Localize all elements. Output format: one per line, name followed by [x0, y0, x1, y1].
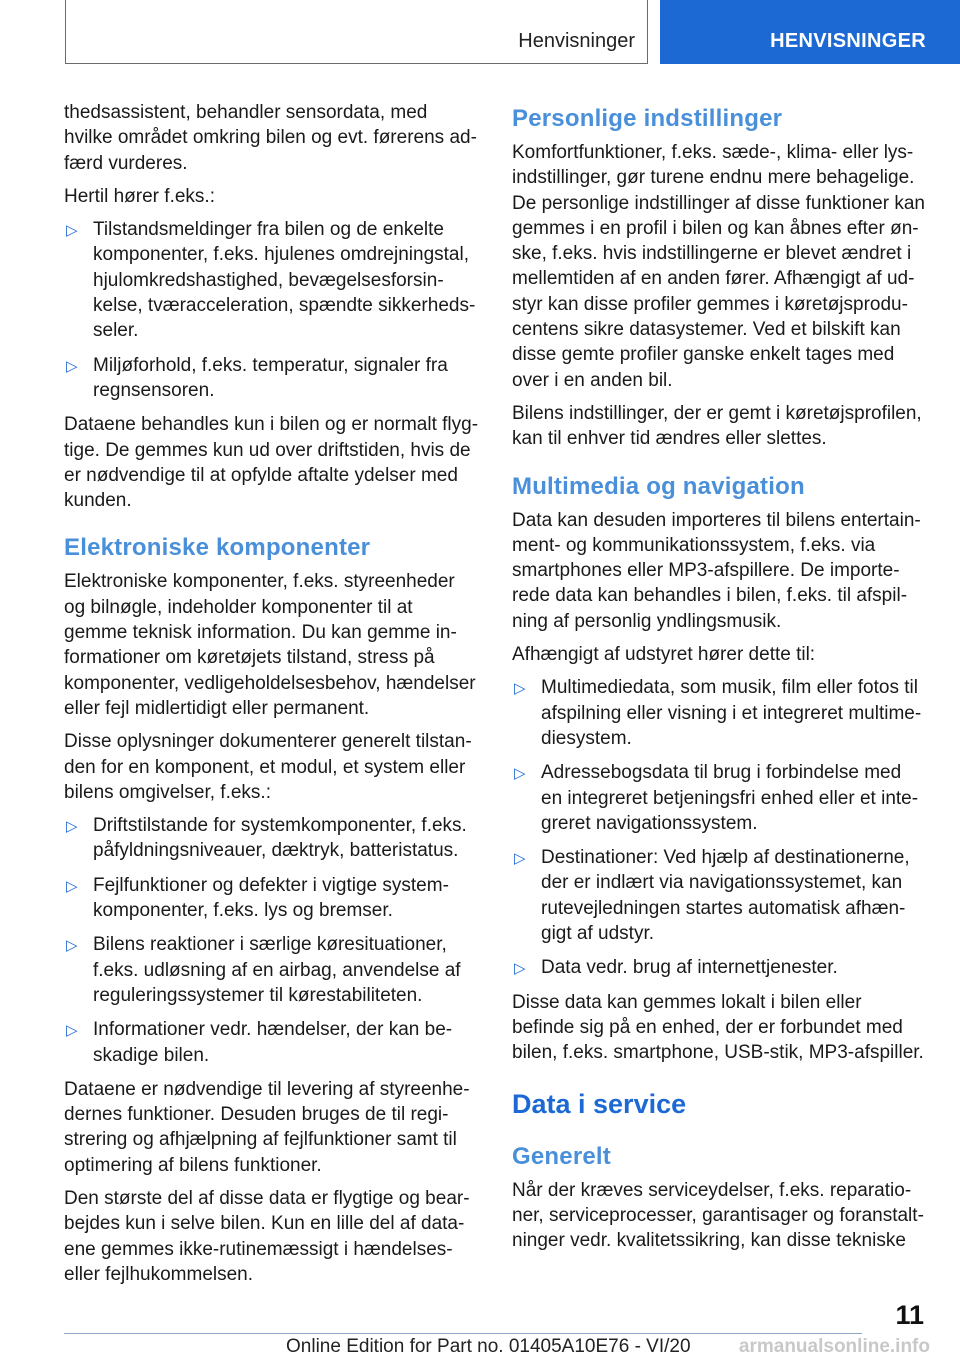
paragraph: Hertil hører f.eks.: — [64, 185, 215, 207]
left-column — [64, 100, 479, 1295]
right-column — [512, 100, 927, 1261]
triangle-bullet-icon: ▷ — [66, 818, 78, 836]
list-item — [64, 873, 479, 924]
paragraph: Elektroniske komponenter, f.eks. styreenheder og bilnøgle, indeholder komponenter til at gemme teknisk information. Du kan gemme informationer om køretøjets tilstand, stress på komponenter, vedligeholdelsesbehov, hændelser eller fejl midlertidigt eller permanent. — [64, 571, 476, 719]
list-item-text: Driftstilstande for systemkomponenter, f.eks. påfyldningsniveauer, dæktryk, batteristatus. — [93, 815, 467, 862]
list-item — [64, 813, 479, 864]
list-item — [64, 1017, 479, 1068]
paragraph: Afhængigt af udstyret hører dette til: — [512, 644, 816, 666]
header-section-box — [65, 0, 648, 64]
page-number: 11 — [895, 1300, 924, 1330]
list-item-text: Tilstandsmeldinger fra bilen og de enkelte komponenter, f.eks. hjulenes omdrejningstal, hjulomkredshastighed, bevægelsesforsinkelse, tværacceleration, spændte sikkerhedsseler. — [93, 219, 476, 342]
paragraph: Disse oplysninger dokumenterer generelt tilstanden for en komponent, et modul, et system eller bilens omgivelser, f.eks.: — [64, 731, 472, 803]
list-item — [512, 675, 927, 751]
list-item-text: Bilens reaktioner i særlige køresituationer, f.eks. udløsning af en airbag, anvendelse af reguleringssystemer til kørestabiliteten. — [93, 934, 461, 1006]
list-item — [64, 217, 479, 343]
list-item-text: Informationer vedr. hændelser, der kan beskadige bilen. — [93, 1019, 453, 1066]
triangle-bullet-icon: ▷ — [66, 877, 78, 895]
header-section-title: Henvisninger — [518, 30, 635, 52]
list-item — [64, 353, 479, 404]
triangle-bullet-icon: ▷ — [514, 960, 526, 978]
paragraph: Bilens indstillinger, der er gemt i køretøjsprofilen, kan til enhver tid ændres eller slettes. — [512, 402, 922, 450]
section-heading: Multimedia og navigation — [512, 472, 805, 500]
triangle-bullet-icon: ▷ — [514, 765, 526, 783]
section-heading: Personlige indstillinger — [512, 105, 783, 132]
triangle-bullet-icon: ▷ — [514, 680, 526, 698]
paragraph: Den største del af disse data er flygtige og bearbejdes kun i selve bilen. Kun en lille del af dataene gemmes ikke-rutinemæssigt i hændelses- eller fejlhukommelsen. — [64, 1187, 470, 1285]
list-item — [512, 955, 927, 980]
triangle-bullet-icon: ▷ — [66, 937, 78, 955]
list-item-text: Destinationer: Ved hjælp af destinationerne, der er indlært via navigationssystemet, kan rutevejledningen startes automatisk afhængigt af udstyr. — [541, 847, 910, 945]
bullet-list — [512, 675, 927, 980]
footer-edition: Online Edition for Part no. 01405A10E76 - VI/20 — [286, 1336, 691, 1357]
bullet-list — [64, 217, 479, 403]
section-heading: Elektroniske komponenter — [64, 534, 371, 562]
footer-divider — [64, 1333, 862, 1334]
list-item-text: Miljøforhold, f.eks. temperatur, signaler fra regnsensoren. — [93, 354, 448, 401]
watermark: armanualsonline.info — [738, 1336, 930, 1357]
list-item-text: Data vedr. brug af internettjenester. — [541, 957, 838, 979]
list-item — [64, 932, 479, 1008]
paragraph: Dataene er nødvendige til levering af styreenhedernes funktioner. Desuden bruges de til registrering og afhjælpning af fejlfunktioner samt til optimering af bilens funktioner. — [64, 1078, 470, 1176]
list-item — [512, 760, 927, 836]
bullet-list — [64, 813, 479, 1068]
header-chapter-tab[interactable]: HENVISNINGER — [660, 0, 960, 64]
paragraph: Komfortfunktioner, f.eks. sæde-, klima- eller lysindstillinger, gør turene endnu mere behagelige. De personlige indstillinger af disse funktioner kan gemmes i en profil i bilen og kan åbnes efter ønske, f.eks. hvis indstillingerne er blevet ændret i mellemtiden af en anden fører. Afhængigt af udstyr kan disse profiler gemmes i køretøjsproducentens sikre datasystemer. Ved et bilskift kan disse gemte profiler ganske enkelt tages med over i en anden bil. — [512, 142, 925, 391]
paragraph: Disse data kan gemmes lokalt i bilen eller befinde sig på en enhed, der er forbundet med bilen, f.eks. smartphone, USB-stik, MP3-afspiller. — [512, 991, 924, 1064]
paragraph: Når der kræves serviceydelser, f.eks. reparationer, serviceprocesser, garantisager og foranstaltninger vedr. kvalitetssikring, kan disse tekniske — [512, 1179, 924, 1252]
chapter-heading: Data i service — [512, 1088, 687, 1119]
paragraph: Data kan desuden importeres til bilens entertainment- og kommunikationssystem, f.eks. via smartphones eller MP3-afspillere. De importerede data kan behandles i bilen, f.eks. til afspilning af personlig yndlingsmusik. — [512, 509, 921, 632]
list-item — [512, 845, 927, 946]
triangle-bullet-icon: ▷ — [514, 850, 526, 868]
paragraph: Dataene behandles kun i bilen og er normalt flygtige. De gemmes kun ud over driftstiden, hvis de er nødvendige til at opfylde aftalte ydelser med kunden. — [64, 414, 479, 512]
list-item-text: Adressebogsdata til brug i forbindelse med en integreret betjeningsfri enhed eller et integreret navigationssystem. — [541, 762, 919, 834]
paragraph: thedsassistent, behandler sensordata, med hvilke området omkring bilen og evt. førerens adfærd vurderes. — [64, 102, 477, 174]
triangle-bullet-icon: ▷ — [66, 222, 78, 240]
triangle-bullet-icon: ▷ — [66, 1022, 78, 1040]
list-item-text: Fejlfunktioner og defekter i vigtige systemkomponenter, f.eks. lys og bremser. — [93, 874, 449, 922]
list-item-text: Multimediedata, som musik, film eller fotos til afspilning eller visning i et integreret multimediesystem. — [541, 677, 922, 749]
triangle-bullet-icon: ▷ — [66, 357, 78, 375]
section-heading: Generelt — [512, 1142, 611, 1170]
